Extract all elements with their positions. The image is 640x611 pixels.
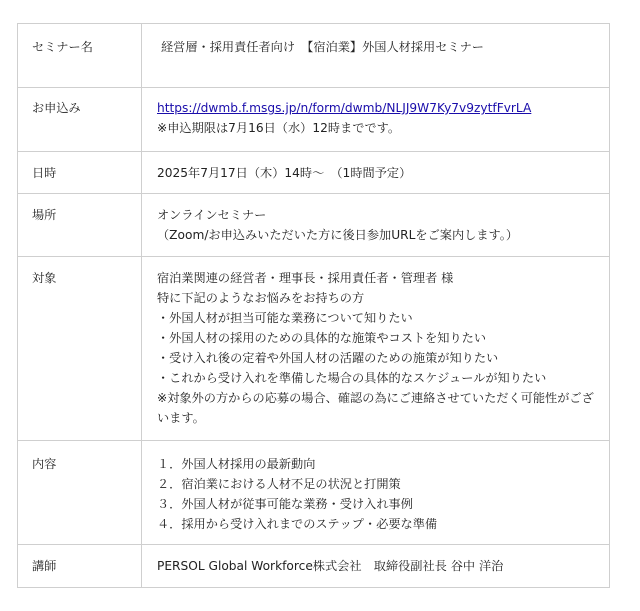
speaker-label (18, 545, 142, 588)
content-item: ４．採用から受け入れまでのステップ・必要な準備 (157, 517, 438, 531)
apply-label (18, 88, 142, 152)
datetime-text: 2025年7月17日（木）14時～ （1時間予定） (157, 166, 412, 180)
row-speaker (18, 545, 610, 588)
seminar-label (18, 24, 142, 88)
apply-label-text: お申込み (32, 101, 81, 115)
target-line: 特に下記のようなお悩みをお持ちの方 (157, 291, 365, 305)
datetime-label-text: 日時 (32, 166, 57, 180)
target-line: ・外国人材の採用のための具体的な施策やコストを知りたい (157, 331, 487, 345)
speaker-value (142, 545, 610, 588)
seminar-value (142, 24, 610, 88)
venue-line: （Zoom/お申込みいただいた方に後日参加URLをご案内します。） (157, 228, 519, 242)
row-seminar-name (18, 24, 610, 88)
target-label-text: 対象 (32, 271, 57, 285)
apply-deadline: ※申込期限は7月16日（水）12時までです。 (157, 121, 401, 135)
apply-value (142, 88, 610, 152)
content-label-text: 内容 (32, 457, 57, 471)
content-item: ２．宿泊業における人材不足の状況と打開策 (157, 477, 401, 491)
venue-value (142, 194, 610, 257)
content-label (18, 441, 142, 545)
seminar-label-text: セミナー名 (32, 40, 93, 54)
target-value (142, 257, 610, 441)
target-label (18, 257, 142, 441)
venue-line: オンラインセミナー (157, 208, 267, 222)
row-content (18, 441, 610, 545)
target-line: ・これから受け入れを準備した場合の具体的なスケジュールが知りたい (157, 371, 547, 385)
venue-label-text: 場所 (32, 208, 57, 222)
row-venue (18, 194, 610, 257)
seminar-info-table (17, 23, 610, 588)
row-datetime (18, 152, 610, 194)
content-value (142, 441, 610, 545)
content-item: １．外国人材採用の最新動向 (157, 457, 316, 471)
target-line: 宿泊業関連の経営者・理事長・採用責任者・管理者 様 (157, 271, 454, 285)
target-line: ・外国人材が担当可能な業務について知りたい (157, 311, 413, 325)
seminar-title: 経営層・採用責任者向け 【宿泊業】外国人材採用セミナー (161, 40, 484, 54)
content-item: ３．外国人材が従事可能な業務・受け入れ事例 (157, 497, 413, 511)
datetime-label (18, 152, 142, 194)
target-note: ※対象外の方からの応募の場合、確認の為にご連絡させていただく可能性がございます。 (157, 391, 594, 425)
speaker-label-text: 講師 (32, 559, 57, 573)
row-target (18, 257, 610, 441)
datetime-value (142, 152, 610, 194)
apply-form-link[interactable]: https://dwmb.f.msgs.jp/n/form/dwmb/NLJJ9W7Ky7v9zytfFvrLA (157, 101, 532, 115)
target-line: ・受け入れ後の定着や外国人材の活躍のための施策が知りたい (157, 351, 499, 365)
speaker-text: PERSOL Global Workforce株式会社 取締役副社長 谷中 洋治 (157, 559, 504, 573)
row-apply (18, 88, 610, 152)
venue-label (18, 194, 142, 257)
